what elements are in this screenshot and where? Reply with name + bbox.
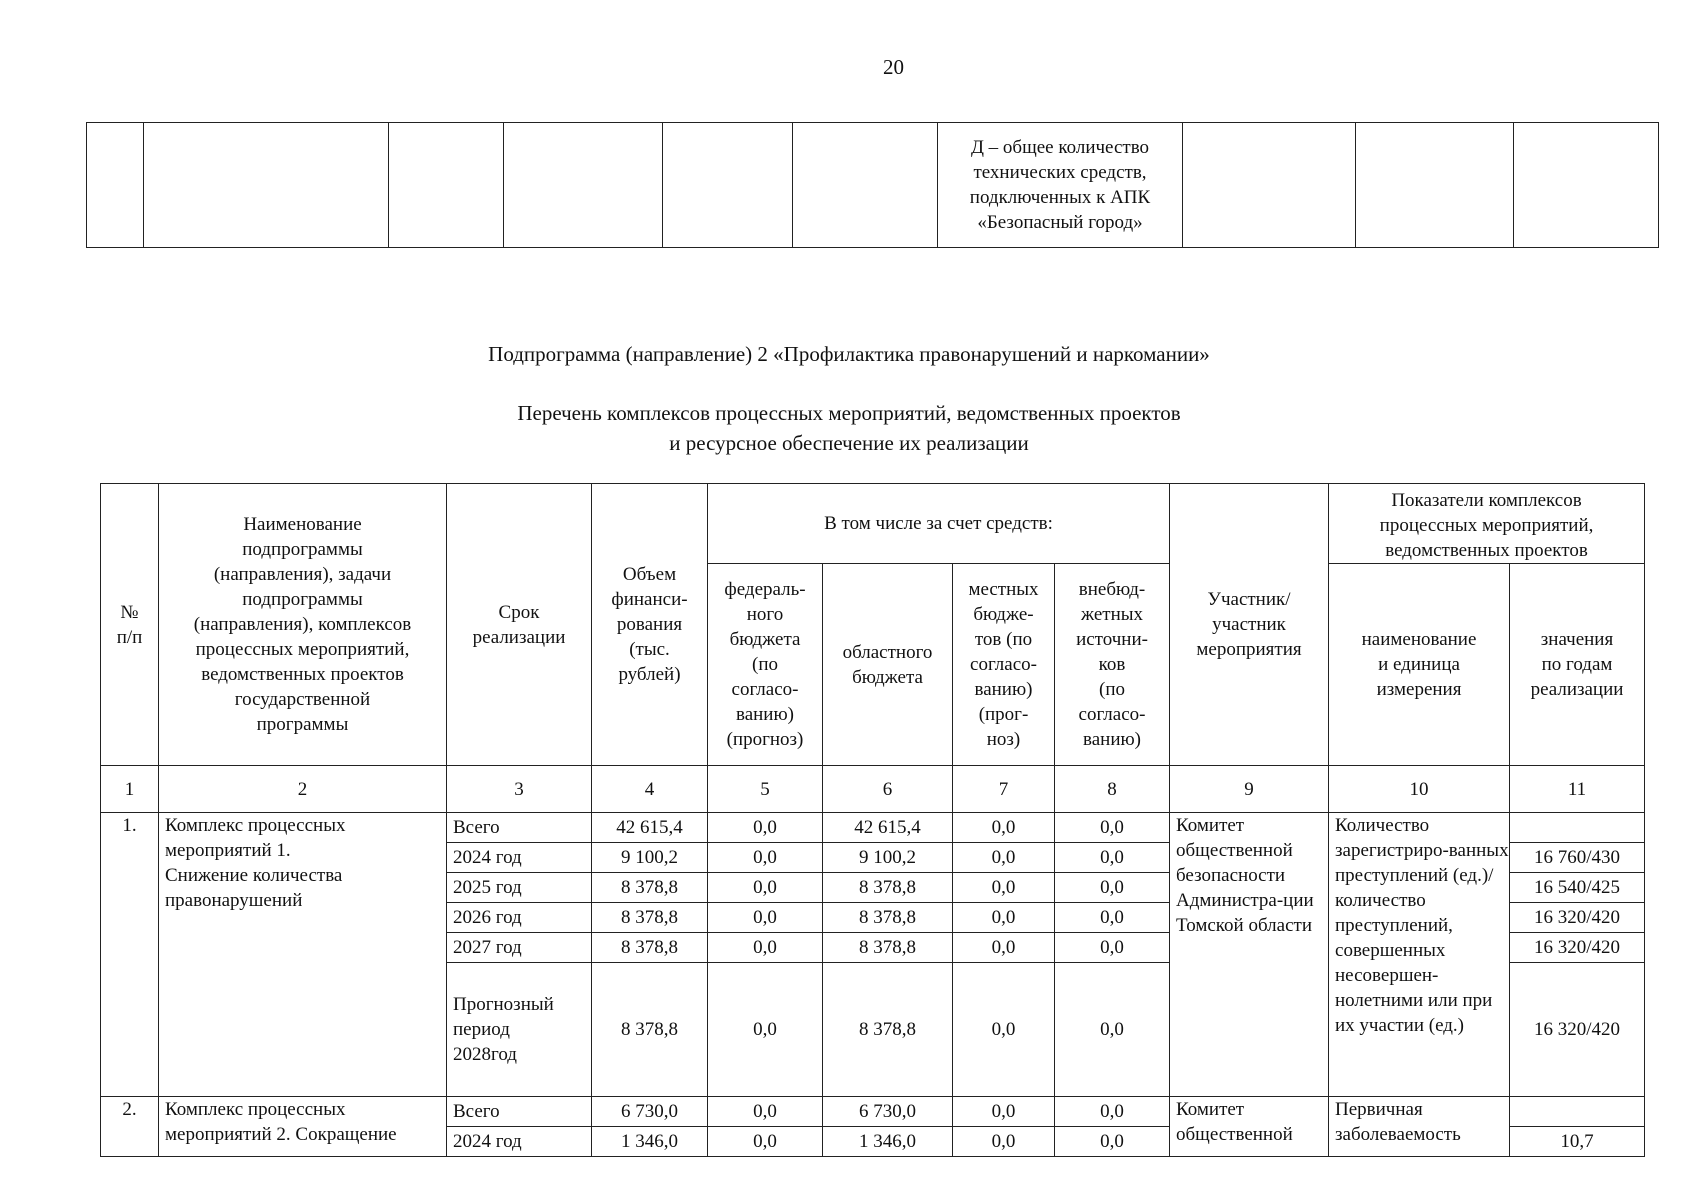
header-row-1 <box>101 484 1645 564</box>
column-number: 8 <box>1055 766 1170 813</box>
local-cell: 0,0 <box>953 903 1055 933</box>
indicator-formula-note: Д – общее количество технических средств, подключенных к АПК «Безопасный город» <box>938 123 1183 248</box>
total-cell: 8 378,8 <box>592 963 708 1097</box>
column-number: 6 <box>823 766 953 813</box>
extra-cell: 0,0 <box>1055 813 1170 843</box>
local-cell: 0,0 <box>953 873 1055 903</box>
value-cell: 16 760/430 <box>1510 843 1645 873</box>
regional-cell: 8 378,8 <box>823 903 953 933</box>
column-number: 10 <box>1329 766 1510 813</box>
regional-cell: 8 378,8 <box>823 873 953 903</box>
federal-cell: 0,0 <box>708 873 823 903</box>
period-cell: Прогнозный период 2028год <box>447 963 592 1097</box>
value-cell: 16 540/425 <box>1510 873 1645 903</box>
federal-cell: 0,0 <box>708 963 823 1097</box>
value-cell <box>1510 813 1645 843</box>
table-cell <box>793 123 938 248</box>
continued-table-fragment <box>86 122 1659 248</box>
table-cell <box>1183 123 1356 248</box>
table-cell <box>663 123 793 248</box>
extra-cell: 0,0 <box>1055 1127 1170 1157</box>
indicator-cell: Первичная заболеваемость <box>1329 1097 1510 1157</box>
local-cell: 0,0 <box>953 963 1055 1097</box>
header-indicator-values: значения по годам реализации <box>1510 564 1645 766</box>
page-number: 20 <box>883 55 904 79</box>
column-number: 5 <box>708 766 823 813</box>
total-cell: 8 378,8 <box>592 903 708 933</box>
total-cell: 1 346,0 <box>592 1127 708 1157</box>
value-cell: 16 320/420 <box>1510 903 1645 933</box>
total-cell: 9 100,2 <box>592 843 708 873</box>
value-cell <box>1510 1097 1645 1127</box>
table-row <box>101 1097 1645 1127</box>
complex-name: Комплекс процессных мероприятий 2. Сокращение <box>159 1097 447 1157</box>
table-cell <box>144 123 389 248</box>
extra-cell: 0,0 <box>1055 933 1170 963</box>
regional-cell: 1 346,0 <box>823 1127 953 1157</box>
column-number: 4 <box>592 766 708 813</box>
extra-cell: 0,0 <box>1055 843 1170 873</box>
indicator-cell: Количество зарегистриро-ванных преступлений (ед.)/ количество преступлений, совершенных несовершен-нолетними или при их участии (ед.) <box>1329 813 1510 1097</box>
local-cell: 0,0 <box>953 813 1055 843</box>
header-regional: областного бюджета <box>823 564 953 766</box>
period-cell: 2024 год <box>447 1127 592 1157</box>
extra-cell: 0,0 <box>1055 903 1170 933</box>
federal-cell: 0,0 <box>708 1127 823 1157</box>
header-local: местных бюдже- тов (по согласо- ванию) (прог- ноз) <box>953 564 1055 766</box>
period-cell: 2026 год <box>447 903 592 933</box>
extra-cell: 0,0 <box>1055 963 1170 1097</box>
subprogram-title: Подпрограмма (направление) 2 «Профилактика правонарушений и наркомании» <box>488 342 1210 366</box>
column-number: 2 <box>159 766 447 813</box>
header-indicator-name: наименование и единица измерения <box>1329 564 1510 766</box>
complex-name: Комплекс процессных мероприятий 1. Снижение количества правонарушений <box>159 813 447 1097</box>
table-cell <box>504 123 663 248</box>
column-number-row <box>101 766 1645 813</box>
participant-cell: Комитет общественной <box>1170 1097 1329 1157</box>
column-number: 3 <box>447 766 592 813</box>
total-cell: 6 730,0 <box>592 1097 708 1127</box>
federal-cell: 0,0 <box>708 813 823 843</box>
column-number: 7 <box>953 766 1055 813</box>
header-indicators-group: Показатели комплексов процессных мероприятий, ведомственных проектов <box>1329 484 1645 564</box>
column-number: 1 <box>101 766 159 813</box>
period-cell: Всего <box>447 1097 592 1127</box>
period-cell: Всего <box>447 813 592 843</box>
total-cell: 8 378,8 <box>592 933 708 963</box>
period-cell: 2024 год <box>447 843 592 873</box>
complex-number: 1. <box>101 813 159 1097</box>
header-period: Срок реализации <box>447 484 592 766</box>
header-number: № п/п <box>101 484 159 766</box>
extra-cell: 0,0 <box>1055 1097 1170 1127</box>
table-cell <box>389 123 504 248</box>
federal-cell: 0,0 <box>708 843 823 873</box>
regional-cell: 9 100,2 <box>823 843 953 873</box>
header-total: Объем финанси- рования (тыс. рублей) <box>592 484 708 766</box>
header-extra: внебюд- жетных источни- ков (по согласо- ванию) <box>1055 564 1170 766</box>
total-cell: 42 615,4 <box>592 813 708 843</box>
period-cell: 2027 год <box>447 933 592 963</box>
local-cell: 0,0 <box>953 933 1055 963</box>
extra-cell: 0,0 <box>1055 873 1170 903</box>
list-title: Перечень комплексов процессных мероприятий, ведомственных проектов и ресурсное обеспечение их реализации <box>517 401 1181 455</box>
table-cell <box>1356 123 1514 248</box>
table-row <box>101 813 1645 843</box>
local-cell: 0,0 <box>953 1127 1055 1157</box>
header-federal: федераль- ного бюджета (по согласо- ванию) (прогноз) <box>708 564 823 766</box>
value-cell: 16 320/420 <box>1510 963 1645 1097</box>
regional-cell: 6 730,0 <box>823 1097 953 1127</box>
fragment-row <box>87 123 1659 248</box>
participant-cell: Комитет общественной безопасности Администра-ции Томской области <box>1170 813 1329 1097</box>
complex-number: 2. <box>101 1097 159 1157</box>
federal-cell: 0,0 <box>708 903 823 933</box>
federal-cell: 0,0 <box>708 1097 823 1127</box>
local-cell: 0,0 <box>953 843 1055 873</box>
column-number: 11 <box>1510 766 1645 813</box>
local-cell: 0,0 <box>953 1097 1055 1127</box>
column-number: 9 <box>1170 766 1329 813</box>
total-cell: 8 378,8 <box>592 873 708 903</box>
regional-cell: 8 378,8 <box>823 963 953 1097</box>
table-cell <box>87 123 144 248</box>
regional-cell: 8 378,8 <box>823 933 953 963</box>
header-participant: Участник/ участник мероприятия <box>1170 484 1329 766</box>
header-funds-group: В том числе за счет средств: <box>708 484 1170 564</box>
table-cell <box>1514 123 1659 248</box>
value-cell: 16 320/420 <box>1510 933 1645 963</box>
federal-cell: 0,0 <box>708 933 823 963</box>
period-cell: 2025 год <box>447 873 592 903</box>
resource-table <box>100 483 1645 1157</box>
header-name: Наименование подпрограммы (направления), задачи подпрограммы (направления), комплексов процессных мероприятий, ведомственных проектов государственной программы <box>159 484 447 766</box>
regional-cell: 42 615,4 <box>823 813 953 843</box>
value-cell: 10,7 <box>1510 1127 1645 1157</box>
